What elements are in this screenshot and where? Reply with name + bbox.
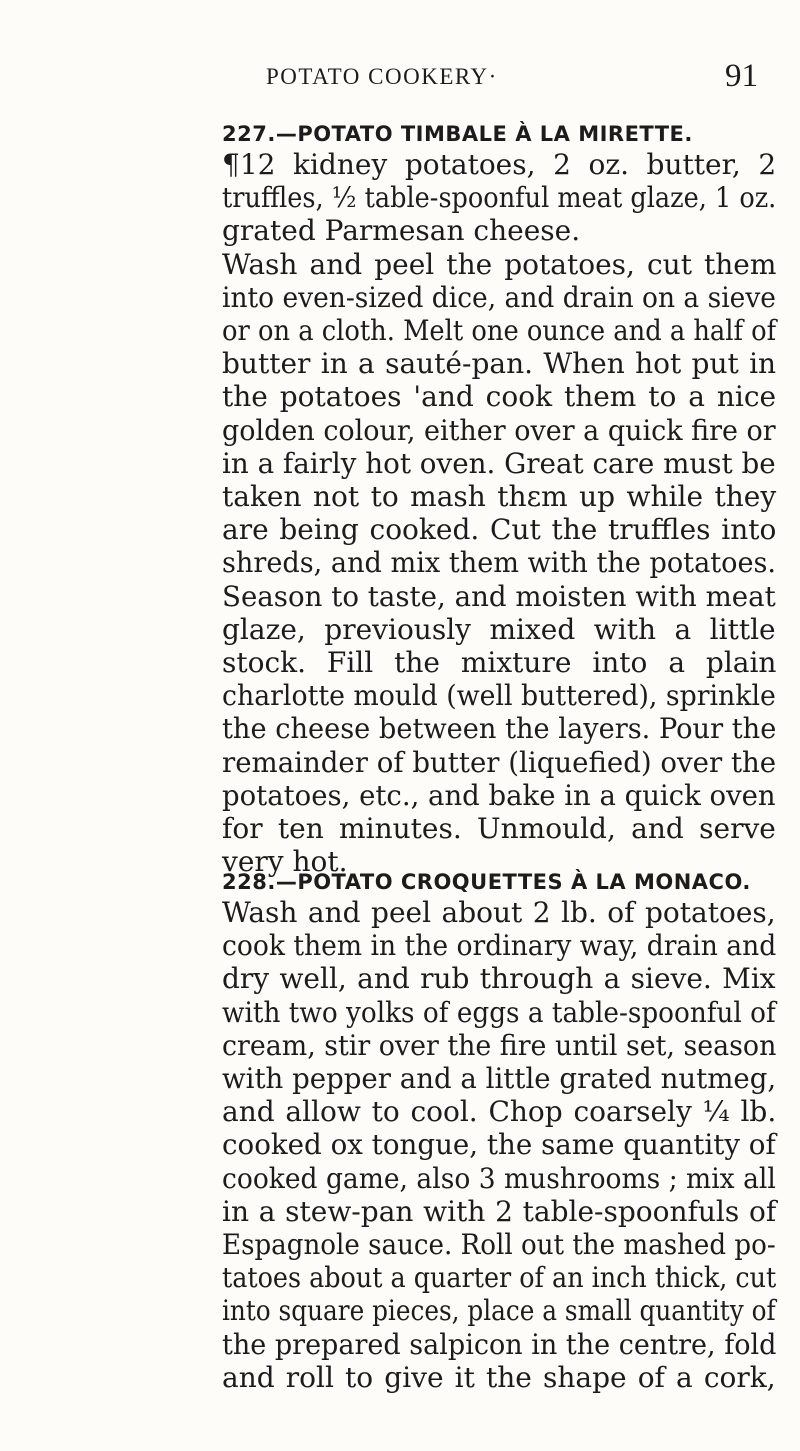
recipe-text-line: with two yolks of eggs a table-spoonful of bbox=[222, 995, 776, 1029]
recipe-text-line: Espagnole sauce. Roll out the mashed po- bbox=[222, 1228, 776, 1261]
recipe-text-line: cooked ox tongue, the same quantity of bbox=[222, 1128, 776, 1162]
recipe-text-line: dry well, and rub through a sieve. Mix bbox=[222, 962, 776, 996]
recipe-text-line: Wash and peel about 2 lb. of potatoes, bbox=[222, 896, 776, 929]
page-number: 91 bbox=[725, 58, 758, 94]
recipe-text-line: glaze, previously mixed with a little bbox=[222, 612, 776, 646]
recipe-text-line: and allow to cool. Chop coarsely ¼ lb. bbox=[222, 1095, 777, 1129]
recipe-text-line: in a fairly hot oven. Great care must be bbox=[222, 446, 776, 480]
recipe-text-line: or on a cloth. Melt one ounce and a half of bbox=[222, 314, 777, 347]
recipe-text-line: Wash and peel the potatoes, cut them bbox=[222, 247, 777, 281]
recipe-text-line: butter in a sauté-pan. When hot put in bbox=[222, 347, 777, 381]
recipe-text-line: ¶12 kidney potatoes, 2 oz. butter, 2 bbox=[222, 148, 777, 181]
recipe-text-line: in a stew-pan with 2 table-spoonfuls of bbox=[222, 1194, 777, 1228]
recipe-text-line: into square pieces, place a small quantity of bbox=[222, 1294, 776, 1328]
recipe-text-line: very hot. bbox=[222, 845, 348, 879]
recipe-text-line: potatoes, etc., and bake in a quick oven bbox=[222, 778, 776, 812]
recipe-text-line: the cheese between the layers. Pour the bbox=[222, 712, 777, 746]
recipe-text-line: cream, stir over the fire until set, season bbox=[222, 1028, 777, 1062]
recipe-text-line: Season to taste, and moisten with meat bbox=[222, 579, 776, 613]
recipe-text-line: and roll to give it the shape of a cork, bbox=[222, 1360, 776, 1394]
recipe-text-line: stock. Fill the mixture into a plain bbox=[222, 646, 777, 679]
running-head bbox=[214, 58, 774, 104]
recipe-text-line: the prepared salpicon in the centre, fold bbox=[222, 1327, 777, 1361]
recipe-text-line: grated Parmesan cheese. bbox=[222, 214, 581, 248]
recipe-text-line: into even-sized dice, and drain on a sieve bbox=[222, 280, 776, 314]
recipe-heading: 227.—POTATO TIMBALE À LA MIRETTE. bbox=[222, 122, 693, 146]
running-title: POTATO COOKERY· bbox=[266, 64, 498, 89]
recipe-text-line: are being cooked. Cut the truffles into bbox=[222, 513, 777, 547]
recipe-text-line: cook them in the ordinary way, drain and bbox=[222, 929, 777, 963]
recipe-text-line: cooked game, also 3 mushrooms ; mix all bbox=[222, 1161, 776, 1195]
recipe-text-line: taken not to mash thεm up while they bbox=[222, 480, 777, 513]
recipe-text-line: tatoes about a quarter of an inch thick, cut bbox=[222, 1261, 777, 1295]
recipe-text-line: golden colour, either over a quick fire or bbox=[222, 413, 776, 447]
recipe-heading: 228.—POTATO CROQUETTES À LA MONACO. bbox=[222, 870, 751, 894]
recipe-text-line: the potatoes 'and cook them to a nice bbox=[222, 380, 777, 414]
recipe-text-line: with pepper and a little grated nutmeg, bbox=[222, 1062, 777, 1095]
recipe-text-line: shreds, and mix them with the potatoes. bbox=[222, 546, 777, 580]
recipe-text-line: truffles, ½ table-spoonful meat glaze, 1 oz. bbox=[222, 181, 777, 215]
recipe-text-line: remainder of butter (liquefied) over the bbox=[222, 745, 777, 779]
recipe-text-line: for ten minutes. Unmould, and serve bbox=[222, 812, 776, 845]
recipe-text-line: charlotte mould (well buttered), sprinkle bbox=[222, 679, 776, 713]
